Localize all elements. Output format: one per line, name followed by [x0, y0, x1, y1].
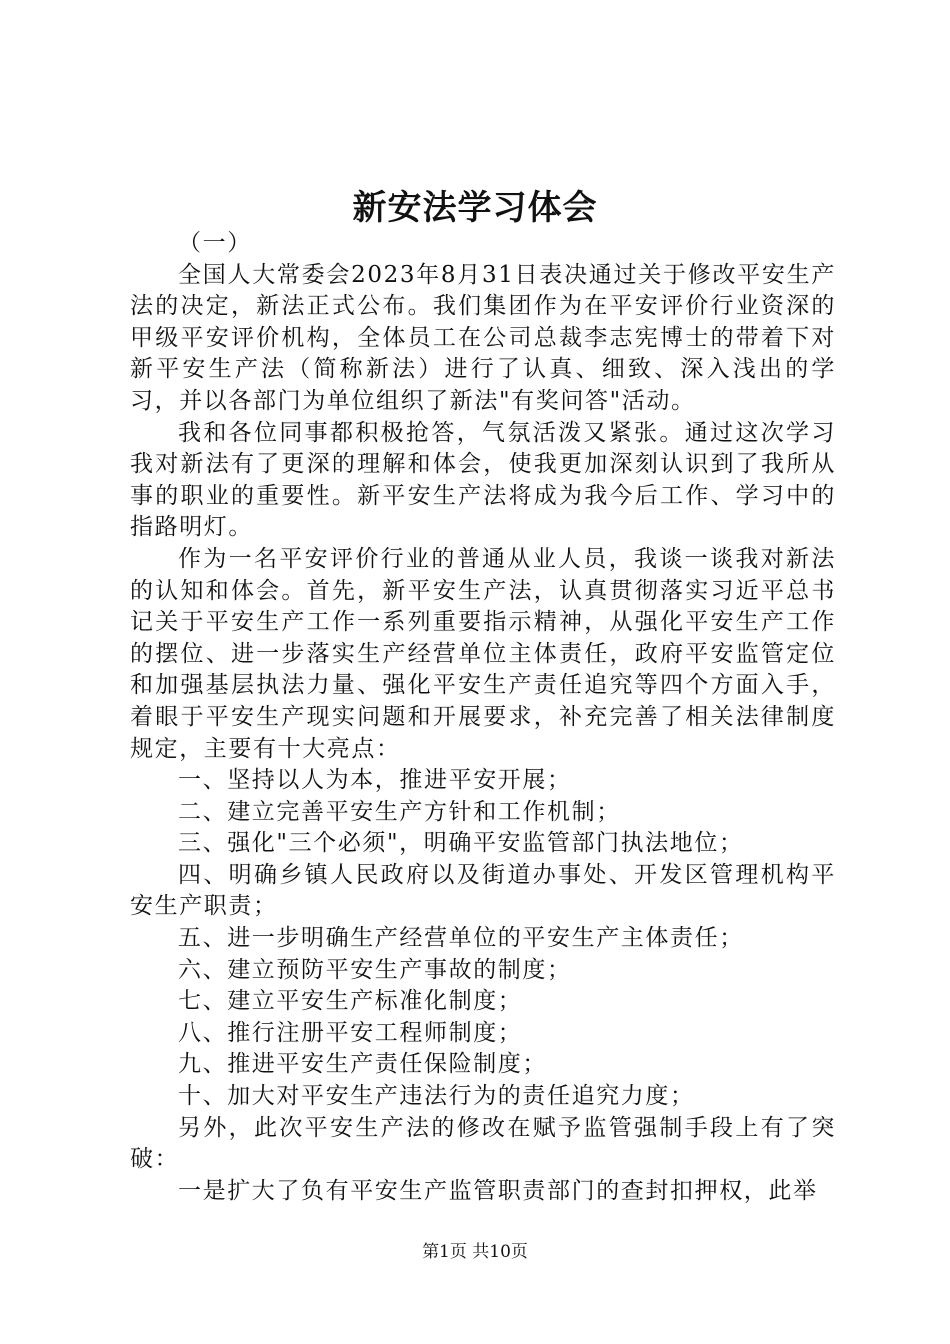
highlight-item-3: 三、强化"三个必须"，明确平安监管部门执法地位； — [178, 830, 744, 857]
paragraph-intro: 全国人大常委会2023年8月31日表决通过关于修改平安生产法的决定，新法正式公布。我们集团作为在平安评价行业资深的甲级平安评价机构，全体员工在公司总裁李志宪博士的带着下对新平安生产法（简称新法）进行了认真、细致、深入浅出的学习，并以各部门为单位组织了新法"有奖问答"活动。 — [130, 261, 836, 414]
highlight-item-2: 二、建立完善平安生产方针和工作机制； — [178, 798, 621, 825]
page-footer: 第1页 共10页 — [422, 1242, 528, 1262]
highlight-item-10: 十、加大对平安生产违法行为的责任追究力度； — [178, 1083, 695, 1110]
highlight-item-5: 五、进一步明确生产经营单位的平安生产主体责任； — [178, 925, 744, 952]
paragraph-point-one: 一是扩大了负有平安生产监管职责部门的查封扣押权，此举 — [178, 1177, 818, 1204]
highlight-item-7: 七、建立平安生产标准化制度； — [178, 988, 523, 1015]
highlight-item-8: 八、推行注册平安工程师制度； — [178, 1019, 523, 1046]
document-title: 新安法学习体会 — [352, 188, 598, 228]
highlight-item-6: 六、建立预防平安生产事故的制度； — [178, 956, 572, 983]
highlight-item-9: 九、推进平安生产责任保险制度； — [178, 1051, 547, 1078]
highlight-item-4: 四、明确乡镇人民政府以及街道办事处、开发区管理机构平安生产职责； — [130, 861, 836, 920]
document-body — [130, 228, 836, 1207]
paragraph-highlights: 作为一名平安评价行业的普通从业人员，我谈一谈我对新法的认知和体会。首先，新平安生产法，认真贯彻落实习近平总书记关于平安生产工作一系列重要指示精神，从强化平安生产工作的摆位、进一步落实生产经营单位主体责任，政府平安监管定位和加强基层执法力量、强化平安生产责任追究等四个方面入手，着眼于平安生产现实问题和开展要求，补充完善了相关法律制度规定，主要有十大亮点： — [130, 545, 836, 762]
paragraph-breakthrough: 另外，此次平安生产法的修改在赋予监管强制手段上有了突破： — [130, 1114, 836, 1173]
highlight-item-1: 一、坚持以人为本，推进平安开展； — [178, 767, 572, 794]
paragraph-experience: 我和各位同事都积极抢答，气氛活泼又紧张。通过这次学习我对新法有了更深的理解和体会，使我更加深刻认识到了我所从事的职业的重要性。新平安生产法将成为我今后工作、学习中的指路明灯。 — [130, 419, 836, 541]
section-number: （一） — [178, 230, 252, 256]
